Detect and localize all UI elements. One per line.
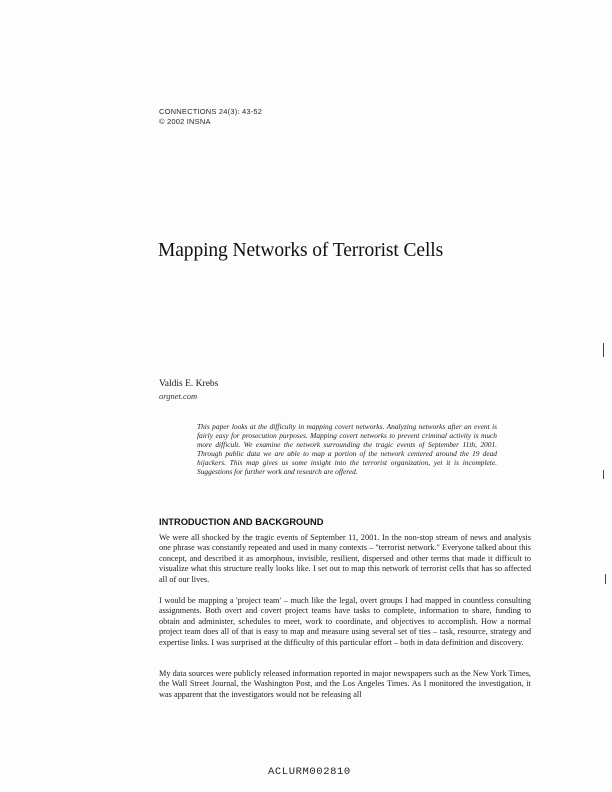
scan-artifact <box>603 343 604 357</box>
section-heading: INTRODUCTION AND BACKGROUND <box>159 517 324 527</box>
copyright-line: © 2002 INSNA <box>159 117 211 126</box>
body-paragraph: My data sources were publicly released information reported in major newspapers such as the New York Times, the Wall Street Journal, the Washington Post, and the Los Angeles Times. As I monitored the investigation, it was apparent that the investigators would not be releasing all <box>159 669 531 699</box>
scan-artifact <box>605 574 606 584</box>
author-name: Valdis E. Krebs <box>159 379 219 389</box>
journal-header <box>159 107 262 127</box>
journal-citation: CONNECTIONS 24(3): 43-52 <box>159 107 263 116</box>
author-affiliation: orgnet.com <box>159 391 198 401</box>
author-block <box>159 378 218 402</box>
scan-artifact <box>603 470 604 479</box>
abstract: This paper looks at the difficulty in mapping covert networks. Analyzing networks after an event is fairly easy for prosecution purposes. Mapping covert networks to prevent criminal activity is much more difficult. We examine the network surrounding the tragic events of September 11th, 2001. Through public data we are able to map a portion of the network centered around the 19 dead hijackers. This map gives us some insight into the terrorist organization, yet it is incomplete. Suggestions for further work and research are offered. <box>197 422 497 477</box>
bates-stamp: ACLURM002810 <box>268 766 351 778</box>
body-paragraph: We were all shocked by the tragic events of September 11, 2001. In the non-stop stream of news and analysis one phrase was constantly repeated and used in many contexts – "terrorist network." Everyone talked about this concept, and described it as amorphous, invisible, resilient, dispersed and other terms that made it difficult to visualize what this structure really looks like. I set out to map this network of terrorist cells that has so affected all of our lives. <box>159 533 531 584</box>
body-paragraph: I would be mapping a 'project team' – much like the legal, overt groups I had mapped in countless consulting assignments. Both overt and covert project teams have tasks to complete, information to share, funding to obtain and administer, schedules to meet, work to coordinate, and objectives to accomplish. How a normal project team does all of that is easy to map and measure using several set of ties – task, resource, strategy and expertise links. I was surprised at the difficulty of this particular effort – both in data definition and discovery. <box>159 596 531 647</box>
article-title: Mapping Networks of Terrorist Cells <box>158 240 444 261</box>
